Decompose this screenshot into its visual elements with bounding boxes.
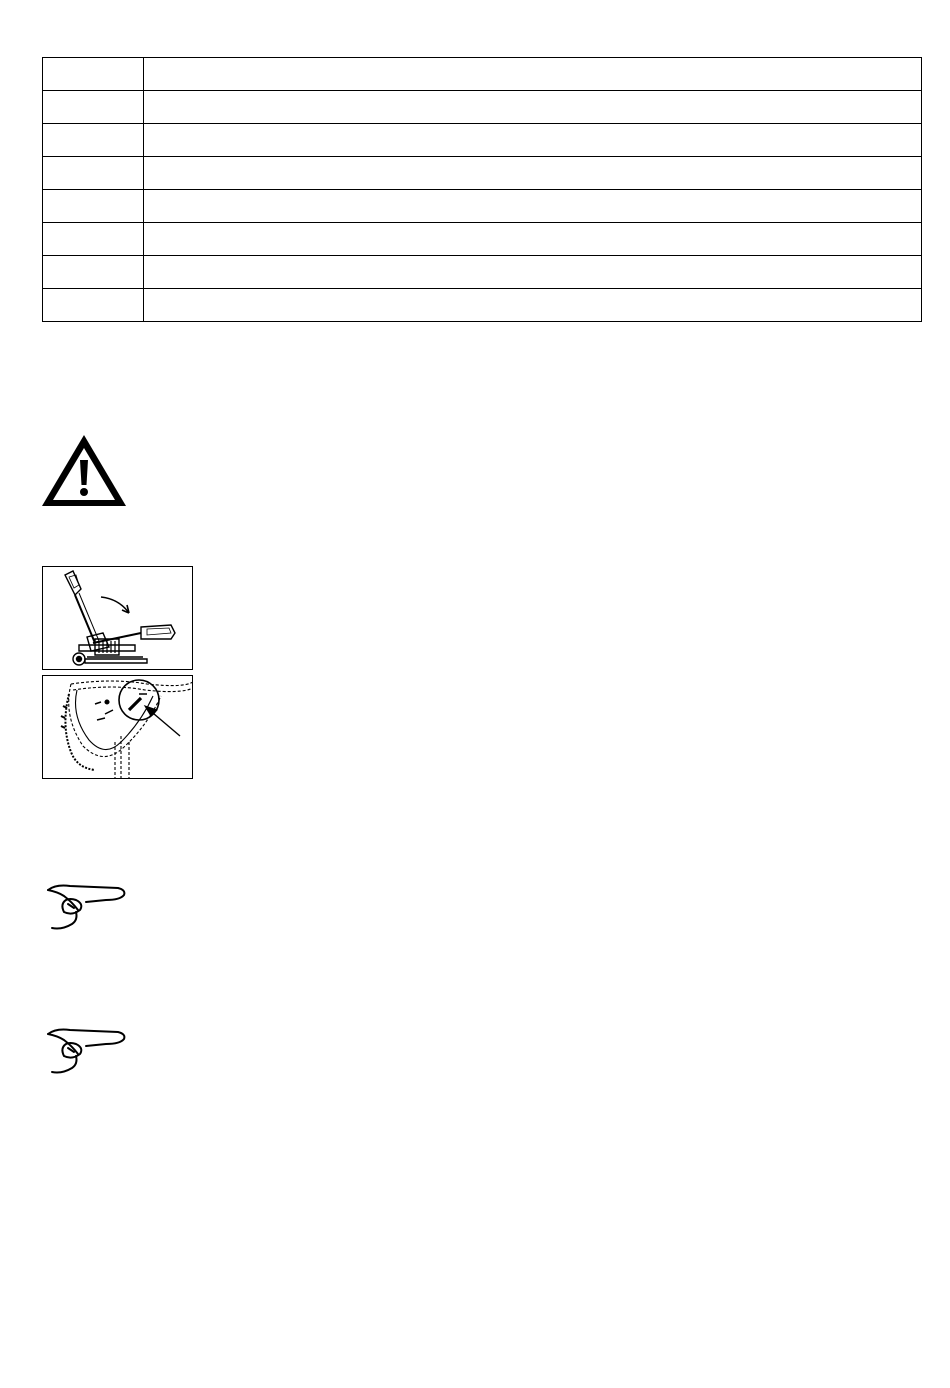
table-cell-value bbox=[144, 91, 922, 124]
table-cell-label bbox=[43, 58, 144, 91]
figure-machine-tilt bbox=[42, 566, 193, 670]
lever-detail-illustration bbox=[43, 676, 193, 779]
table-row bbox=[43, 256, 922, 289]
table-row bbox=[43, 157, 922, 190]
table-cell-value bbox=[144, 190, 922, 223]
table-cell-value bbox=[144, 256, 922, 289]
table-row bbox=[43, 190, 922, 223]
warning-triangle-icon bbox=[40, 433, 128, 509]
table-row bbox=[43, 58, 922, 91]
table-cell-value bbox=[144, 289, 922, 322]
table-cell-label bbox=[43, 124, 144, 157]
figure-lever-detail bbox=[42, 675, 193, 779]
table-cell-label bbox=[43, 190, 144, 223]
table-row bbox=[43, 289, 922, 322]
table-cell-label bbox=[43, 289, 144, 322]
table-cell-label bbox=[43, 157, 144, 190]
table-cell-label bbox=[43, 256, 144, 289]
table-cell-label bbox=[43, 223, 144, 256]
table-row bbox=[43, 124, 922, 157]
machine-illustration bbox=[43, 567, 193, 670]
pointing-hand-icon bbox=[44, 1026, 128, 1078]
table-row bbox=[43, 223, 922, 256]
table-cell-label bbox=[43, 91, 144, 124]
table-cell-value bbox=[144, 124, 922, 157]
table-cell-value bbox=[144, 58, 922, 91]
table-row bbox=[43, 91, 922, 124]
pointing-hand-icon bbox=[44, 882, 128, 934]
spec-table bbox=[42, 57, 922, 322]
spec-table-body bbox=[43, 58, 922, 322]
table-cell-value bbox=[144, 157, 922, 190]
table-cell-value bbox=[144, 223, 922, 256]
